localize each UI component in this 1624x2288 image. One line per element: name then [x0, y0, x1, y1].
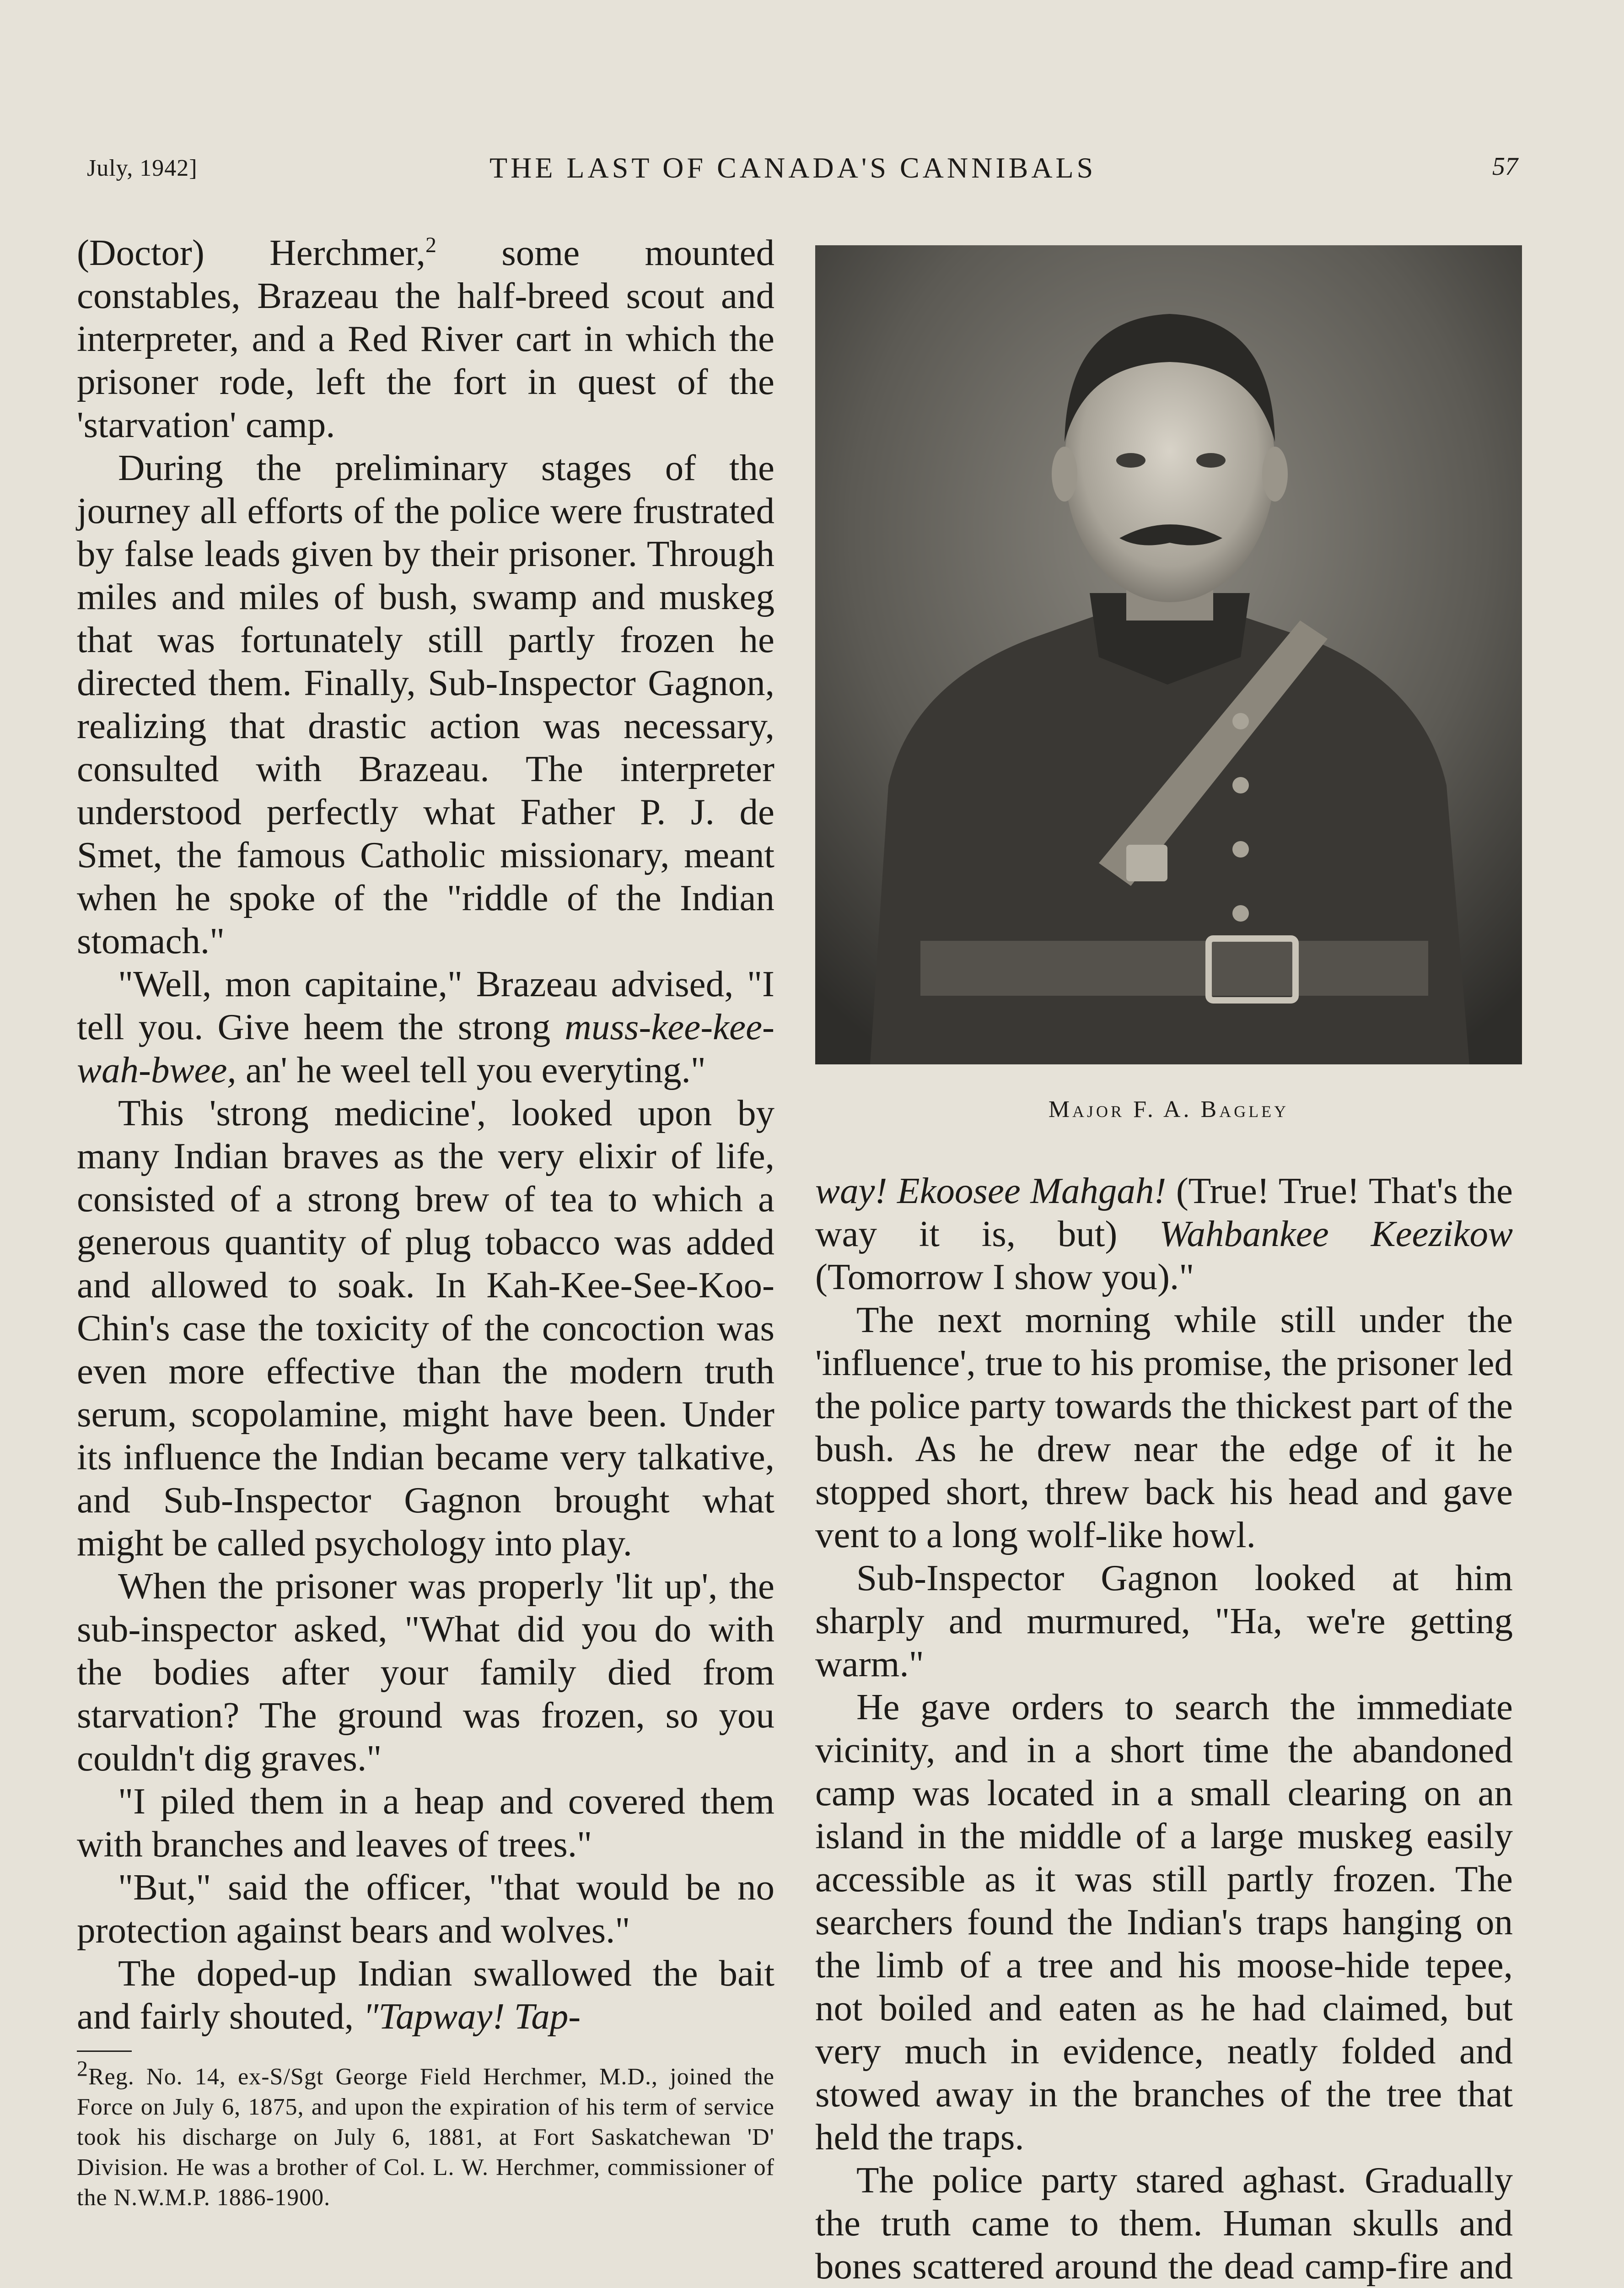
- paragraph: The next morning while still under the 'influence', true to his promise, the prisoner led the police party towards the thickest part of the bush. As he drew near the edge of it he stopped short, threw back his head and gave vent to a long wolf-like howl.: [815, 1299, 1513, 1555]
- paragraph: [815, 1169, 1513, 1298]
- portrait-photo: [815, 245, 1522, 1064]
- footnote-reference: 2: [425, 233, 436, 257]
- paragraph-text: (Doctor) Herchmer,: [77, 232, 425, 273]
- paragraph: During the preliminary stages of the journey all efforts of the police were frustrated by false leads given by their prisoner. Through miles and miles of bush, swamp and muskeg that was fortunately still partly frozen he directed them. Finally, Sub-Inspector Gagnon, realizing that drastic action was necessary, consulted with Brazeau. The interpreter understood perfectly what Father P. J. de Smet, the famous Catholic missionary, meant when he spoke of the "riddle of the Indian stomach.": [77, 447, 774, 961]
- paragraph: [77, 1952, 774, 2038]
- paragraph: "But," said the officer, "that would be no protection against bears and wolves.": [77, 1867, 774, 1951]
- footnote-divider: [77, 2051, 132, 2052]
- page-number: 57: [1492, 152, 1518, 181]
- paragraph: This 'strong medicine', looked upon by many Indian braves as the very elixir of life, consisted of a strong brew of tea to which a generous quantity of plug tobacco was added and allowed to soak. In Kah-Kee-See-Koo-Chin's case the toxicity of the concoction was even more effective than the modern truth serum, scopolamine, might have been. Under its influence the Indian became very talkative, and Sub-Inspector Gagnon brought what might be called psychology into play.: [77, 1092, 774, 1564]
- issue-date: July, 1942]: [87, 155, 198, 181]
- italic-phrase: Wahbankee Keezikow: [1159, 1213, 1513, 1254]
- article-title: THE LAST OF CANADA'S CANNIBALS: [489, 151, 1097, 184]
- photo-caption: Major F. A. Bagley: [1048, 1096, 1289, 1122]
- paragraph-text: an' he weel tell you everyting.": [236, 1049, 706, 1090]
- footnote-text: Reg. No. 14, ex-S/Sgt George Field Herchmer, M.D., joined the Force on July 6, 1875, and upon the expiration of his term of service took his discharge on July 6, 1881, at Fort Saskatchewan 'D' Division. He was a brother of Col. L. W. Herchmer, commissioner of the N.W.M.P. 1886-1900.: [77, 2064, 774, 2211]
- paragraph-text: The doped-up Indian swallowed the bait and fairly shouted,: [77, 1953, 774, 2037]
- paragraph: [77, 231, 774, 446]
- running-head: [0, 151, 1624, 192]
- right-column: [815, 1169, 1513, 2288]
- footnote: [77, 2056, 774, 2213]
- italic-phrase: way! Ekoosee Mahgah!: [815, 1170, 1167, 1211]
- footnote-marker: 2: [77, 2056, 88, 2081]
- italic-phrase: muss-kee-kee-wah-bwee,: [77, 1006, 774, 1090]
- paragraph: He gave orders to search the immediate vicinity, and in a short time the abandoned camp was located in a small clearing on an island in the middle of a large muskeg easily accessible as it was still partly frozen. The searchers found the Indian's traps hanging on the limb of a tree and his moose-hide tepee, not boiled and eaten as he had claimed, but very much in evidence, neatly folded and stowed away in the branches of the tree that held the traps.: [815, 1686, 1513, 2158]
- italic-phrase: "Tapway! Tap-: [363, 1996, 581, 2037]
- paragraph: "I piled them in a heap and covered them with branches and leaves of trees.": [77, 1781, 774, 1865]
- left-column: [77, 231, 774, 2213]
- paragraph: The police party stared aghast. Gradually the truth came to them. Human skulls and bones scattered around the dead camp-fire and: [815, 2159, 1513, 2287]
- paragraph: [77, 962, 774, 1091]
- paragraph-text: "Well, mon capitaine," Brazeau advised, "I tell you. Give heem the strong: [77, 963, 774, 1047]
- paragraph-text: (Tomorrow I show you).": [815, 1256, 1194, 1297]
- paragraph: Sub-Inspector Gagnon looked at him sharply and murmured, "Ha, we're getting warm.": [815, 1557, 1513, 1684]
- paragraph-text: some mounted constables, Brazeau the half-breed scout and interpreter, and a Red River cart in which the prisoner rode, left the fort in quest of the 'starvation' camp.: [77, 232, 774, 445]
- paragraph: When the prisoner was properly 'lit up', the sub-inspector asked, "What did you do with the bodies after your family died from starvation? The ground was frozen, so you couldn't dig graves.": [77, 1565, 774, 1779]
- paragraph-text: (True! True! That's the way it is, but): [815, 1170, 1513, 1254]
